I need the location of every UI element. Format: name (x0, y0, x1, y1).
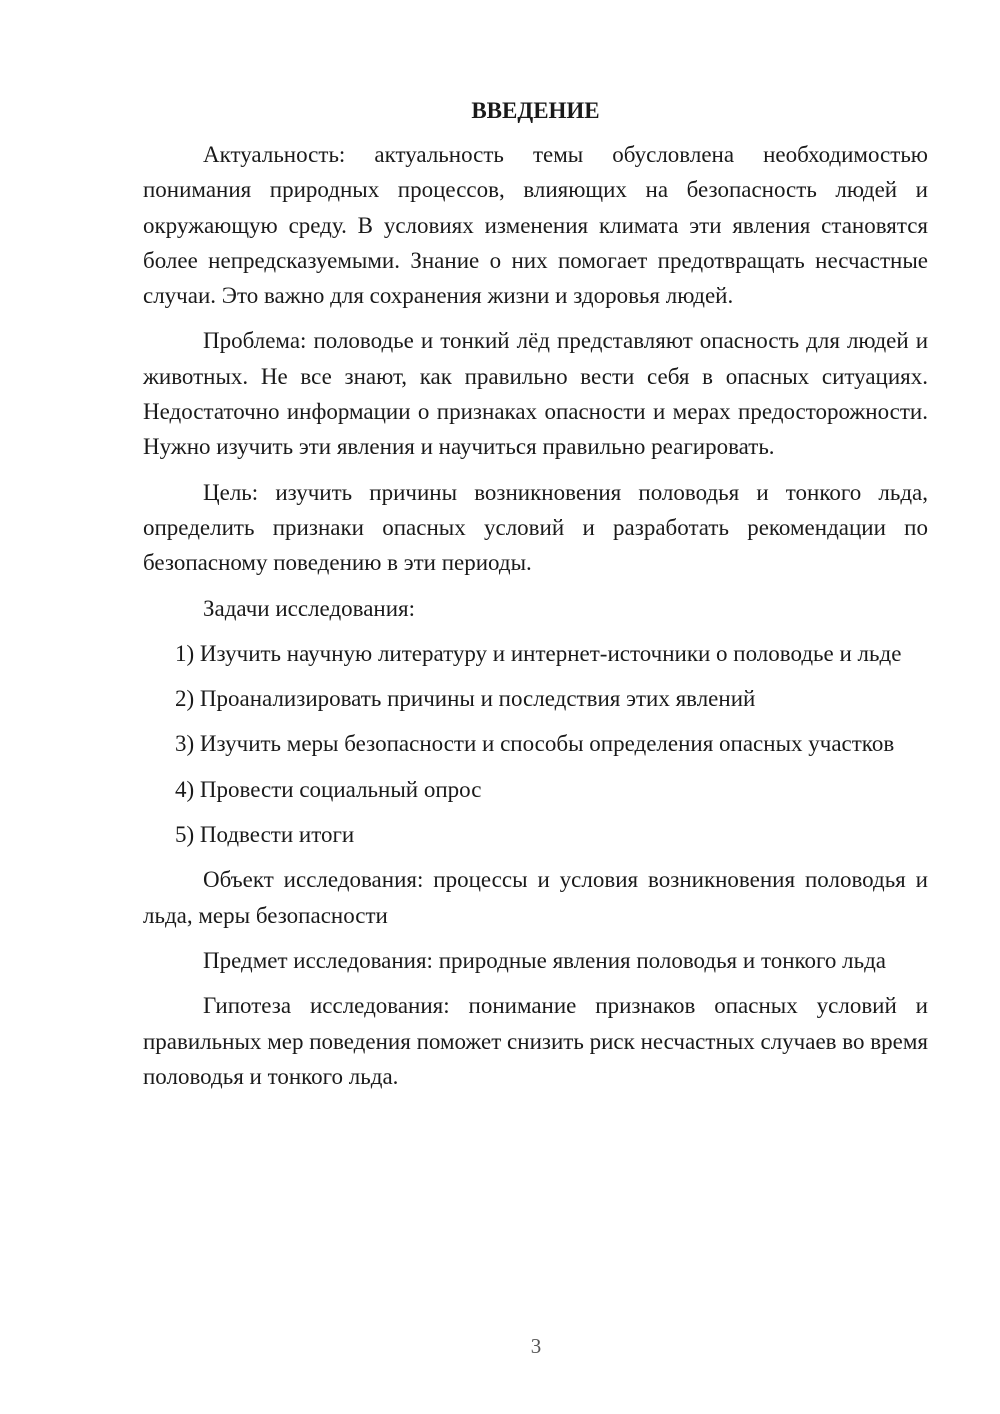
list-item: 1) Изучить научную литературу и интернет-источники о половодье и льде (175, 640, 902, 666)
paragraph-hypothesis: Гипотеза исследования: понимание признаков опасных условий и правильных мер поведения поможет снизить риск несчастных случаев во время половодья и тонкого льда. (143, 993, 928, 1089)
page-title: ВВЕДЕНИЕ (471, 98, 600, 123)
list-item: 3) Изучить меры безопасности и способы определения опасных участков (175, 731, 895, 757)
tasks-heading: Задачи исследования: (203, 595, 416, 621)
tasks-list (143, 636, 928, 852)
list-item: 4) Провести социальный опрос (175, 776, 482, 802)
list-item: 5) Подвести итоги (175, 822, 355, 848)
paragraph-object: Объект исследования: процессы и условия возникновения половодья и льда, меры безопасности (143, 867, 928, 928)
paragraph-goal: Цель: изучить причины возникновения половодья и тонкого льда, определить признаки опасных условий и разработать рекомендации по безопасному поведению в эти периоды. (143, 479, 928, 576)
list-item: 2) Проанализировать причины и последствия этих явлений (175, 686, 756, 712)
page-number: 3 (530, 1334, 542, 1358)
paragraph-subject: Предмет исследования: природные явления половодья и тонкого льда (203, 947, 886, 973)
paragraph-relevance: Актуальность: актуальность темы обусловлена необходимостью понимания природных процессов, влияющих на безопасность людей и окружающую среду. В условиях изменения климата эти явления становятся более непредсказуемыми. Знание о них помогает предотвращать несчастные случаи. Это важно для сохранения жизни и здоровья людей. (143, 142, 928, 309)
paragraph-problem: Проблема: половодье и тонкий лёд представляют опасность для людей и животных. Не все знают, как правильно вести себя в опасных ситуациях. Недостаточно информации о признаках опасности и мерах предосторожности. Нужно изучить эти явления и научиться правильно реагировать. (143, 328, 928, 460)
document-page (143, 95, 928, 1104)
